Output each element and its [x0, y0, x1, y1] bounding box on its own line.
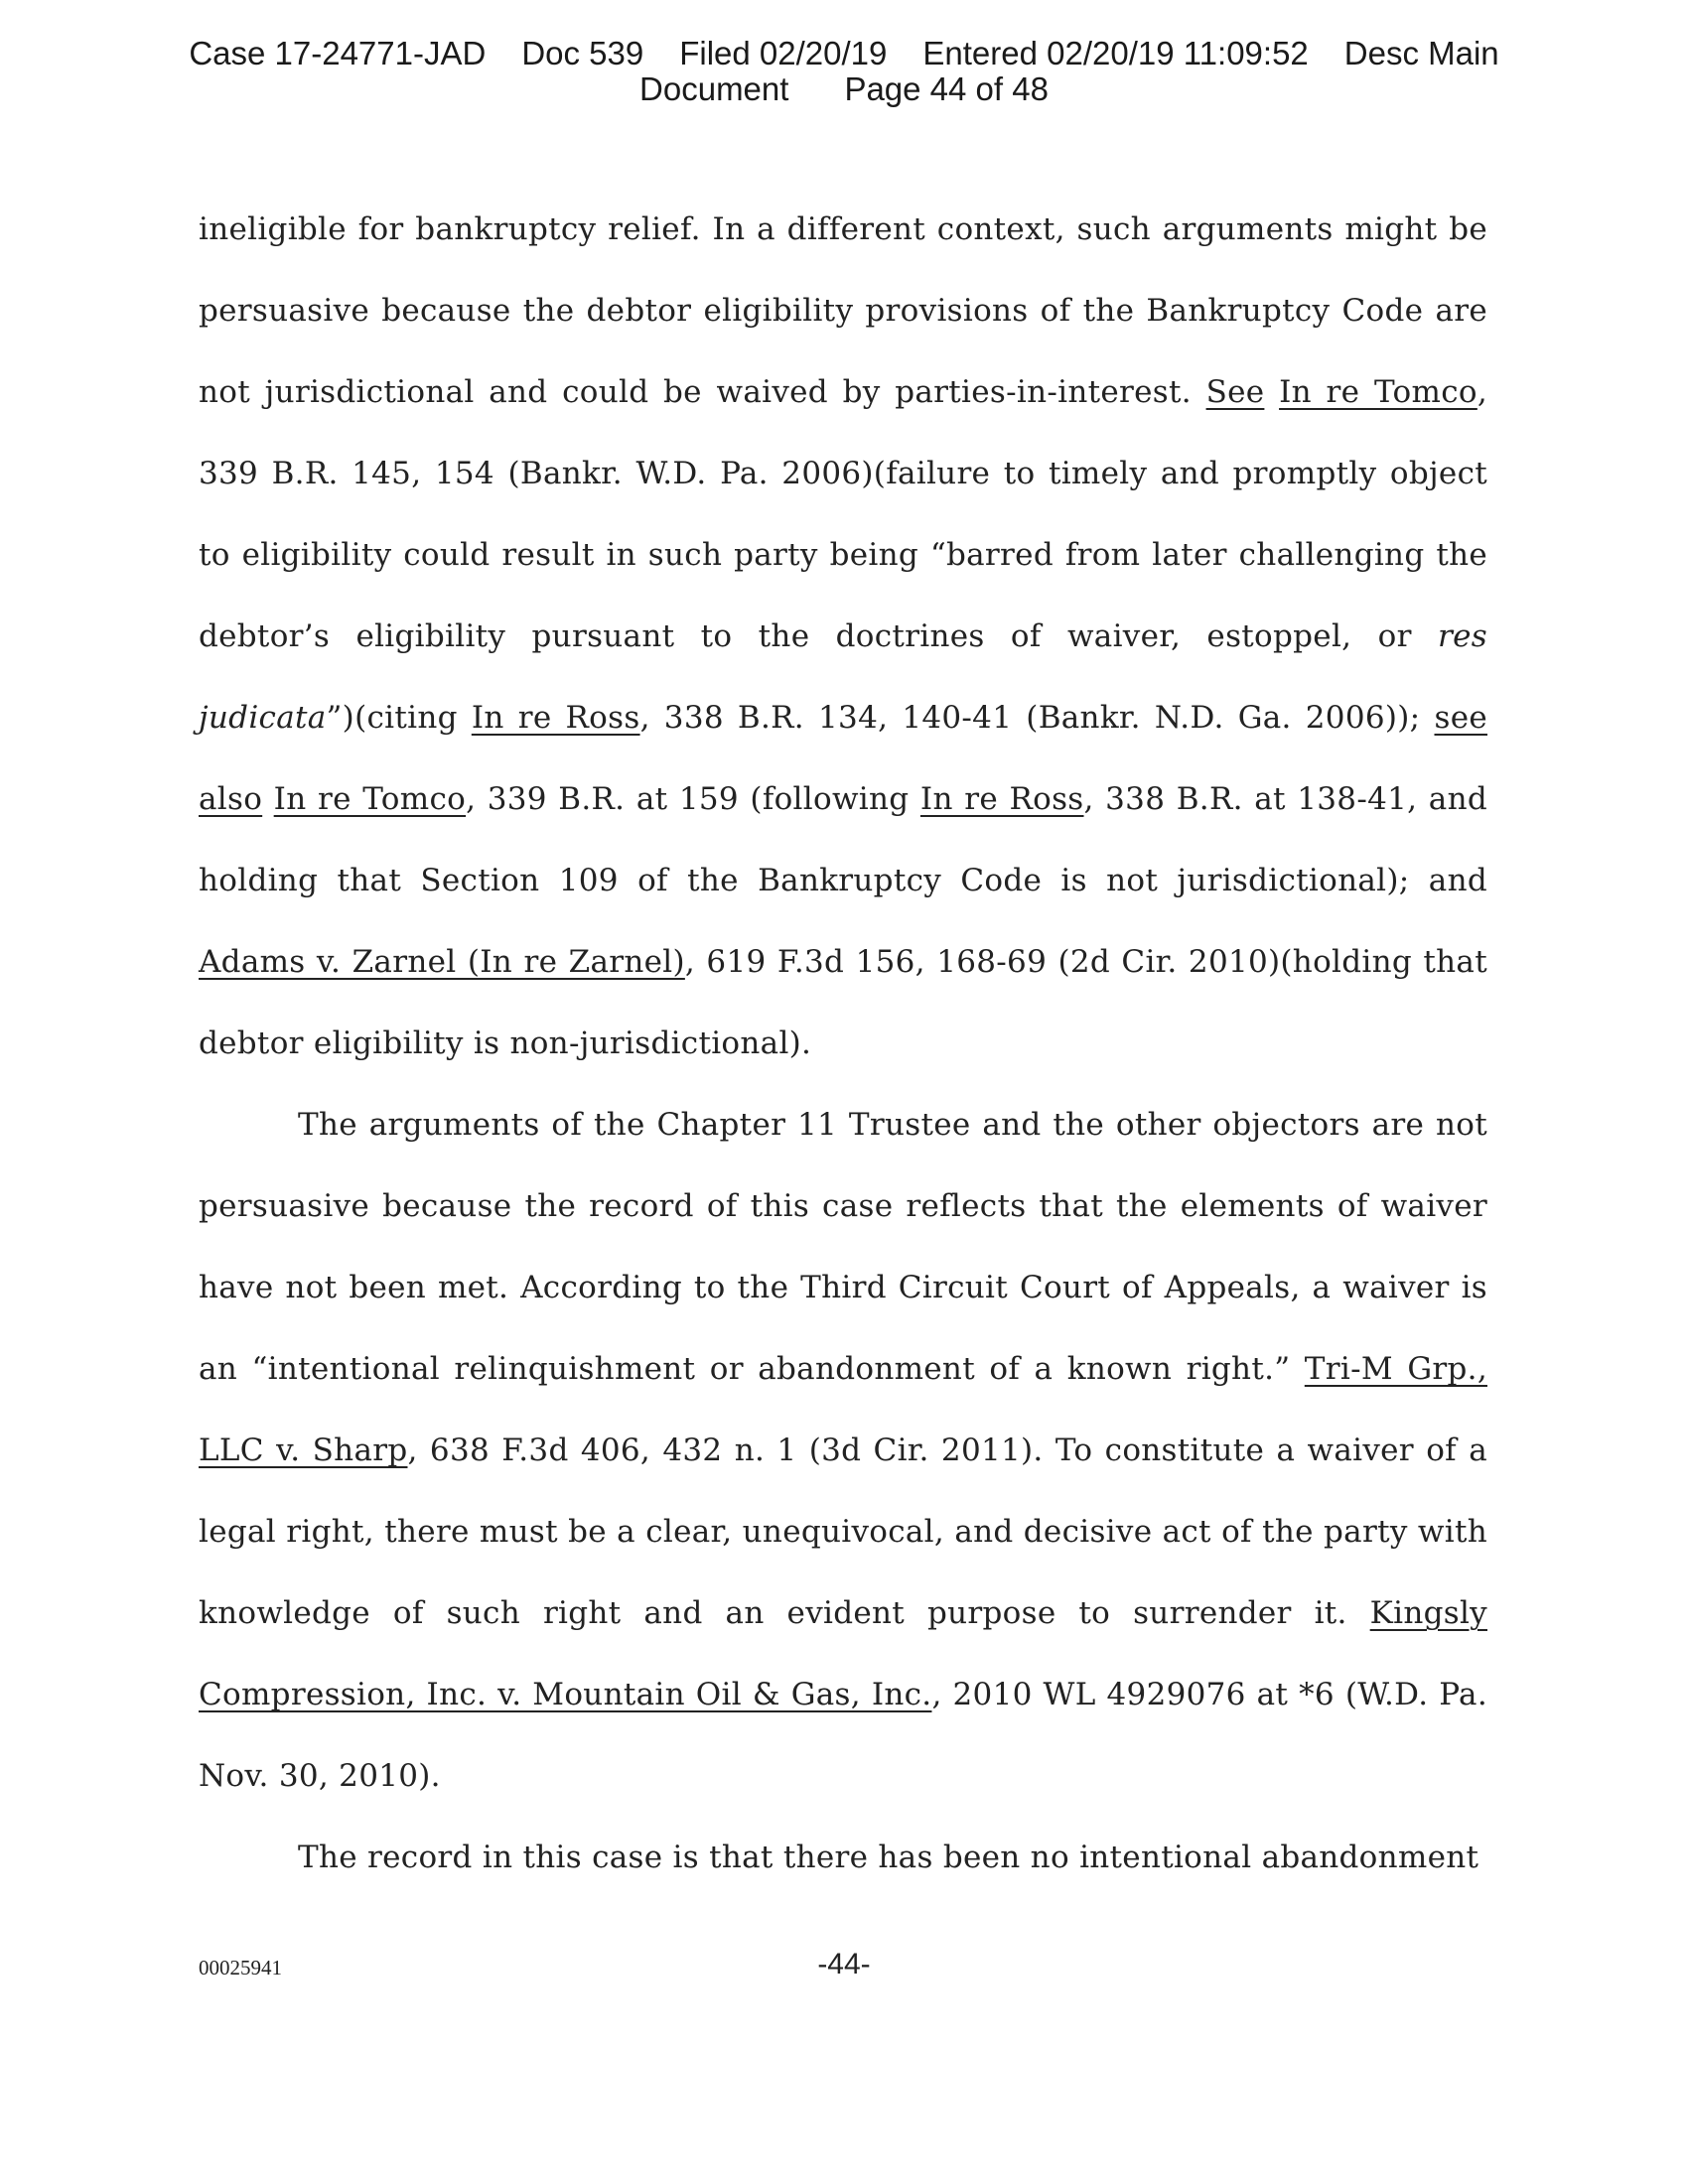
paragraph-3	[199, 1817, 1487, 1898]
document-id: 00025941	[199, 1956, 282, 1979]
document-label: Document	[639, 70, 789, 107]
case-citation-tri-m: Tri-M Grp., LLC v. Sharp	[199, 1351, 1487, 1468]
text-run	[1264, 374, 1279, 410]
case-citation-kingsly: Kingsly Compression, Inc. v. Mountain Oil & Gas, Inc.	[199, 1595, 1487, 1712]
entered-date: Entered 02/20/19 11:09:52	[922, 35, 1309, 71]
text-run	[262, 781, 274, 817]
text-run: , 2010 WL 4929076 at *6 (W.D. Pa. Nov. 30, 2010).	[199, 1677, 1487, 1794]
text-run: , 339 B.R. 145, 154 (Bankr. W.D. Pa. 2006)(failure to timely and promptly object to eligibility could result in such party being “barred from later challenging the debtor’s eligibility pursuant to the doctrines of waiver, estoppel, or	[199, 374, 1487, 654]
page-number: -44-	[817, 1948, 871, 1980]
text-run: , 619 F.3d 156, 168-69 (2d Cir. 2010)(holding that debtor eligibility is non-jurisdictional).	[199, 944, 1487, 1061]
text-run: , 339 B.R. at 159 (following	[466, 781, 920, 817]
case-citation-ross-2: In re Ross	[919, 781, 1084, 817]
text-run: ineligible for bankruptcy relief. In a different context, such arguments might be persuasive because the debtor eligibility provisions of the Bankruptcy Code are not jurisdictional and could be waived by parties-in-interest.	[199, 211, 1487, 410]
paragraph-1	[199, 189, 1487, 1084]
case-citation-tomco: In re Tomco	[1279, 374, 1477, 410]
text-run: , 338 B.R. 134, 140-41 (Bankr. N.D. Ga. 2006));	[639, 700, 1435, 736]
text-run: , 638 F.3d 406, 432 n. 1 (3d Cir. 2011). To constitute a waiver of a legal right, there must be a clear, unequivocal, and decisive act of the party with knowledge of such right and an evident purpose to surrender it.	[199, 1433, 1487, 1631]
paragraph-2	[199, 1084, 1487, 1817]
case-number: Case 17-24771-JAD	[189, 35, 487, 71]
filing-header-line-2	[0, 71, 1688, 107]
document-body	[199, 189, 1487, 1898]
text-run: ”)(citing	[326, 700, 472, 736]
page-indicator: Page 44 of 48	[844, 70, 1049, 107]
text-run: The record in this case is that there has been no intentional abandonment	[298, 1840, 1479, 1875]
citation-signal-see: See	[1205, 374, 1265, 410]
doc-number: Doc 539	[521, 35, 644, 71]
case-citation-ross: In re Ross	[471, 700, 640, 736]
filing-header	[0, 36, 1688, 107]
case-citation-tomco-2: In re Tomco	[273, 781, 467, 817]
italic-res-judicata: res judicata	[199, 618, 1487, 736]
filing-header-line-1	[0, 36, 1688, 71]
citation-signal-see-also: see also	[199, 700, 1488, 817]
desc-label: Desc Main	[1343, 35, 1499, 71]
case-citation-adams: Adams v. Zarnel (In re Zarnel)	[199, 944, 685, 980]
filed-date: Filed 02/20/19	[679, 35, 888, 71]
text-run: , 338 B.R. at 138-41, and holding that Section 109 of the Bankruptcy Code is not jurisdictional); and	[199, 781, 1487, 898]
text-run: The arguments of the Chapter 11 Trustee and the other objectors are not persuasive because the record of this case reflects that the elements of waiver have not been met. According to the Third Circuit Court of Appeals, a waiver is an “intentional relinquishment or abandonment of a known right.”	[199, 1107, 1487, 1387]
